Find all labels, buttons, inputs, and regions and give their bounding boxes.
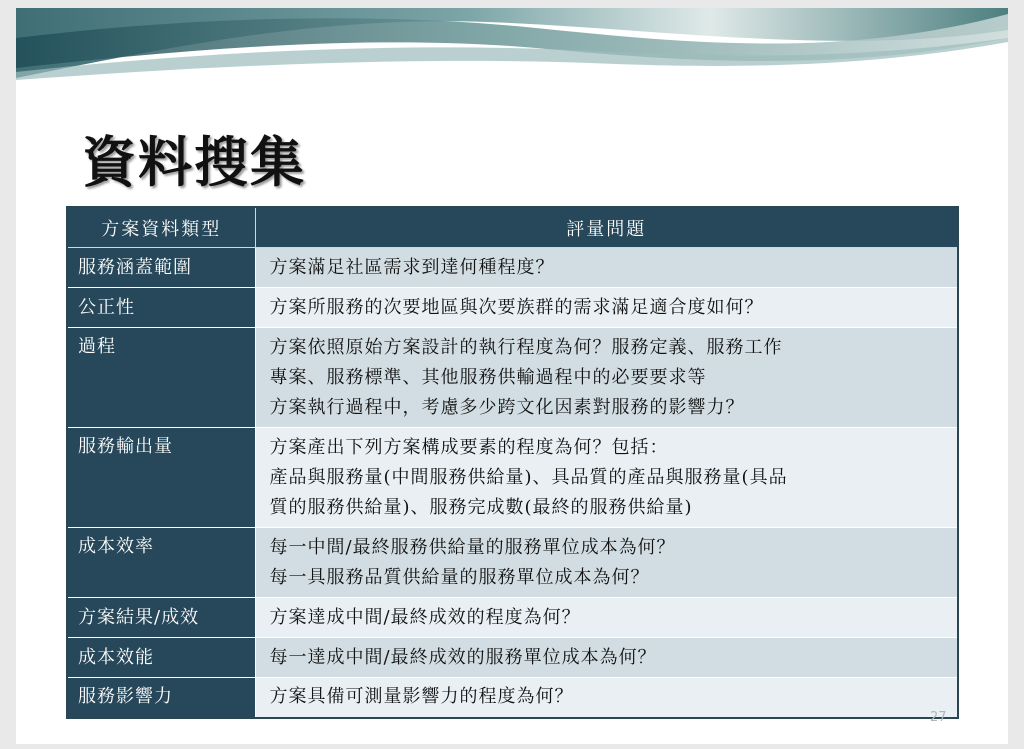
row-question — [255, 638, 958, 678]
row-category: 方案結果/成效 — [67, 598, 255, 638]
row-question — [255, 528, 958, 598]
question-line: 方案執行過程中，考慮多少跨文化因素對服務的影響力？ — [269, 396, 745, 418]
row-question — [255, 598, 958, 638]
table-row — [67, 598, 958, 638]
table-row — [67, 328, 958, 428]
evaluation-table — [66, 206, 959, 719]
slide — [16, 8, 1008, 744]
table-row — [67, 638, 958, 678]
page-number: 27 — [930, 710, 947, 725]
header-data-type: 方案資料類型 — [67, 207, 255, 248]
question-line: 專案、服務標準、其他服務供輸過程中的必要要求等 — [269, 366, 707, 388]
row-category: 成本效能 — [67, 638, 255, 678]
row-category: 服務輸出量 — [67, 428, 255, 528]
header-wave-banner — [16, 8, 1008, 80]
question-line: 每一達成中間/最終成效的服務單位成本為何？ — [269, 646, 657, 668]
question-line: 方案所服務的次要地區與次要族群的需求滿足適合度如何？ — [269, 296, 764, 318]
row-question — [255, 248, 958, 288]
table-row — [67, 248, 958, 288]
row-category: 服務涵蓋範圍 — [67, 248, 255, 288]
question-line: 方案滿足社區需求到達何種程度？ — [269, 256, 555, 278]
question-line: 產品與服務量(中間服務供給量)、具品質的產品與服務量(具品 — [269, 466, 788, 488]
table-row — [67, 528, 958, 598]
row-category: 服務影響力 — [67, 678, 255, 718]
table-row — [67, 428, 958, 528]
row-category: 成本效率 — [67, 528, 255, 598]
row-category: 過程 — [67, 328, 255, 428]
slide-title: 資料搜集 — [82, 130, 306, 194]
row-question — [255, 678, 958, 718]
row-question — [255, 288, 958, 328]
table-row — [67, 288, 958, 328]
question-line: 每一中間/最終服務供給量的服務單位成本為何？ — [269, 536, 676, 558]
row-category: 公正性 — [67, 288, 255, 328]
table-row — [67, 678, 958, 718]
question-line: 方案達成中間/最終成效的程度為何？ — [269, 606, 581, 628]
header-evaluation-question: 評量問題 — [255, 207, 958, 248]
table-header-row — [67, 207, 958, 248]
question-line: 方案產出下列方案構成要素的程度為何？包括： — [269, 436, 669, 458]
row-question — [255, 428, 958, 528]
question-line: 方案具備可測量影響力的程度為何？ — [269, 686, 574, 708]
question-line: 質的服務供給量)、服務完成數(最終的服務供給量) — [269, 496, 693, 518]
question-line: 每一具服務品質供給量的服務單位成本為何？ — [269, 566, 650, 588]
row-question — [255, 328, 958, 428]
question-line: 方案依照原始方案設計的執行程度為何？服務定義、服務工作 — [269, 336, 783, 358]
